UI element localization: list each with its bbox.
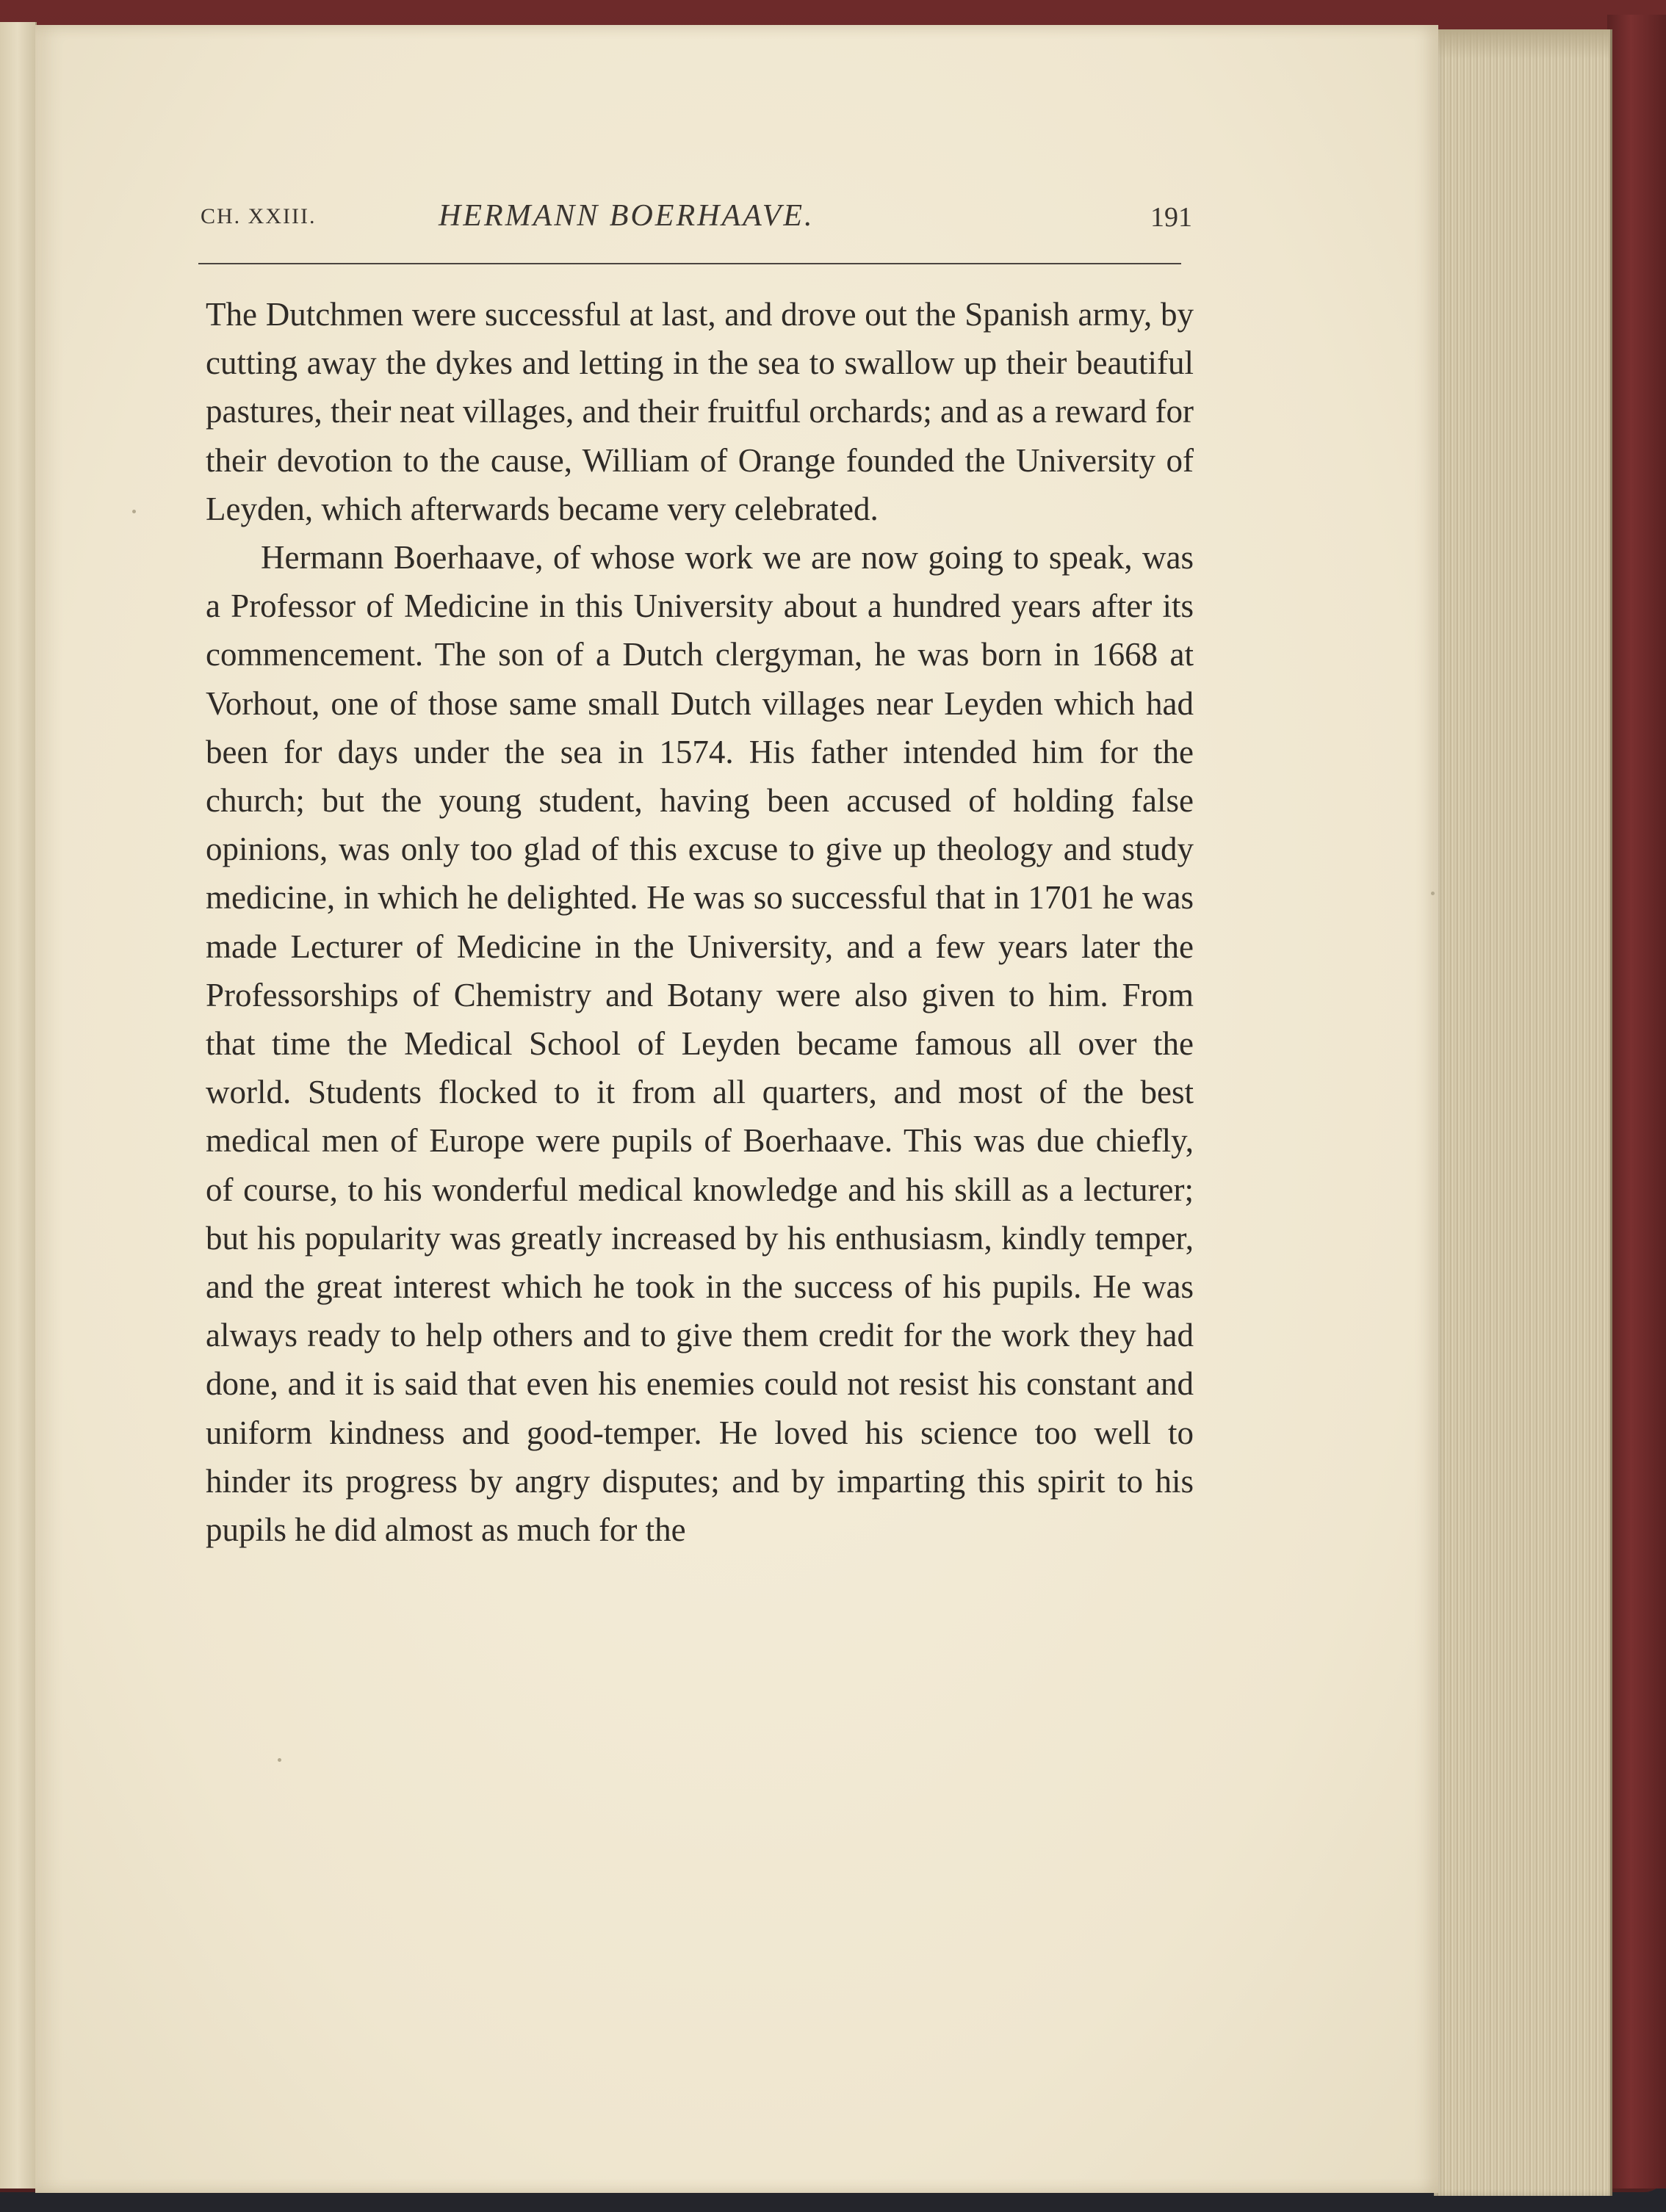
page-number: 191 xyxy=(1150,202,1192,233)
paragraph: Hermann Boerhaave, of whose work we are now going to speak, was a Professor of Medicine in this University about a hundred years after its commencement. The son of a Dutch clergyman, he was born in 1668 at Vorhout, one of those same small Dutch villages near Leyden which had been for days under the sea in 1574. His father intended him for the church; but the young student, having been accused of holding false opinions, was only too glad of this excuse to give up theology and study medicine, in which he delighted. He was so successful that in 1701 he was made Lecturer of Medicine in the University, and a few years later the Professorships of Chemistry and Botany were also given to him. From that time the Medical School of Leyden became famous all over the world. Students flocked to it from all quarters, and most of the best medical men of Europe were pupils of Boerhaave. This was due chiefly, of course, to his wonderful medical knowledge and his skill as a lecturer; but his popularity was greatly increased by his enthusiasm, kindly temper, and the great interest which he took in the success of his pupils. He was always ready to help others and to give them credit for the work they had done, and it is said that even his enemies could not resist his constant and uniform kindness and good-temper. He loved his science too well to hinder its progress by angry disputes; and by imparting this spirit to his pupils he did almost as much for the xyxy=(206,539,1194,1549)
running-head xyxy=(165,176,1192,235)
facing-page-edge xyxy=(0,22,37,2188)
header-rule xyxy=(198,263,1181,264)
paper-fleck xyxy=(1431,892,1435,895)
paragraph: The Dutchmen were successful at last, and drove out the Spanish army, by cutting away the dykes and letting in the sea to swallow up their beautiful pastures, their neat villages, and their fruitful orchards; and as a reward for their devotion to the cause, William of Orange founded the University of Leyden, which afterwards became very celebrated. xyxy=(206,296,1194,527)
body-text xyxy=(206,290,1194,1554)
page-edges xyxy=(1434,29,1612,2196)
chapter-number: CH. XXIII. xyxy=(201,204,317,228)
chapter-title: HERMANN BOERHAAVE. xyxy=(439,199,815,233)
book-spine-edge xyxy=(1607,15,1666,2188)
paper-fleck xyxy=(132,510,136,513)
paper-fleck xyxy=(278,1758,281,1762)
